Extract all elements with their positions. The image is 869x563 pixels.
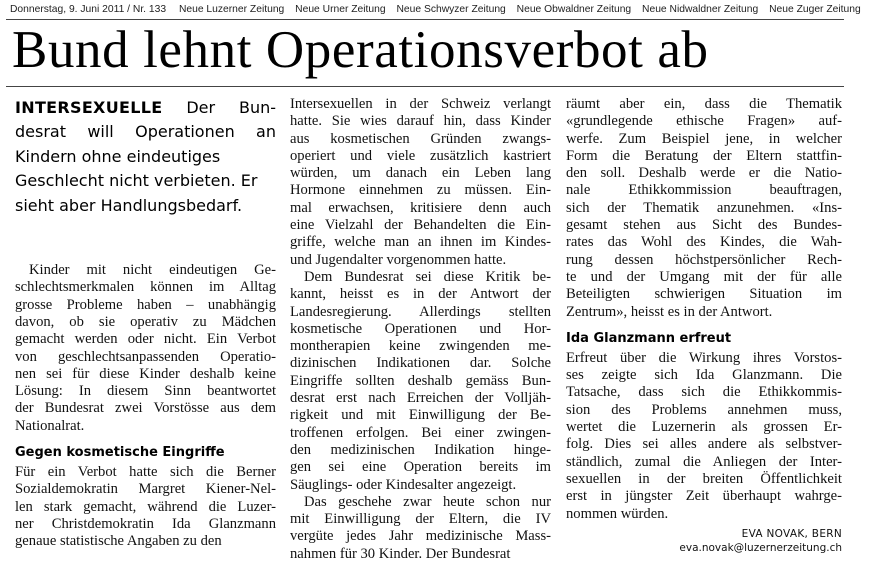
text-line: mal erwachsen, kritisiere denn auch (290, 199, 551, 216)
masthead-paper: Neue Schwyzer Zeitung (396, 4, 506, 15)
column-3 (566, 96, 842, 555)
text-line: sexuellen in der breiten Öffentlichkeit (566, 470, 842, 487)
column-2 (290, 96, 551, 563)
author-byline: EVA NOVAK, BERN (741, 527, 842, 540)
text-line: «grundlegende ethische Fragen» auf- (566, 113, 842, 130)
headline-rule (6, 86, 844, 87)
text-line: aus kosmetischen Gründen zwangs- (290, 130, 551, 147)
text-line: dizinischen Indikationen dar. Solche (290, 355, 551, 372)
text-line: mit Einwilligung der Eltern, die IV (290, 511, 551, 528)
text-line: Tatsache, dass sich die Ethikkommis- (566, 384, 842, 401)
text-line: eine Vielzahl der Behandelten die Ein- (290, 217, 551, 234)
text-line: Lösung: In diesem Sinn beantwortet (15, 383, 276, 400)
text-line: erst in jüngster Zeit überhaupt wahrge- (566, 488, 842, 505)
text-line: räumt aber ein, dass die Thematik (566, 96, 842, 112)
masthead-paper: Neue Obwaldner Zeitung (516, 4, 632, 15)
text-line: kannt, heisst es in der Antwort der (290, 286, 551, 303)
text-line: Intersexuellen in der Schweiz verlangt (290, 96, 551, 112)
headline: Bund lehnt Operationsverbot ab (12, 21, 709, 79)
text-line: nen sei für diese Kinder deshalb keine (15, 365, 276, 382)
text-line: rigkeit und mit Einwilligung der Be- (290, 407, 551, 424)
text-line: schlechtsmerkmalen können im Alltag (15, 279, 276, 296)
text-line: rates das Wohl des Kindes, die Wah- (566, 234, 842, 251)
text-line: von geschlechtsanpassenden Operatio- (15, 348, 276, 365)
body-paragraph (15, 262, 276, 435)
text-line: ner Christdemokratin Ida Glanzmann (15, 515, 276, 532)
text-line: gesamt stehen aus Sicht des Bundes- (566, 217, 842, 234)
lead-line: sieht aber Handlungsbedarf. (15, 195, 243, 215)
text-line: Hormone einnehmen zu müssen. Ein- (290, 182, 551, 199)
lead-line: Der Bun- (186, 98, 276, 117)
subhead: Ida Glanzmann erfreut (566, 330, 732, 346)
text-line: sion des Problems annehmen muss, (566, 401, 842, 418)
masthead-paper: Neue Luzerner Zeitung (178, 4, 285, 15)
text-line: gen sei eine Operation bereits im (290, 459, 551, 476)
text-line: te und der Umgang mit der für alle (566, 268, 842, 285)
lead-line: desrat will Operationen an (15, 122, 276, 142)
text-line: Sozialdemokratin Margret Kiener-Nel- (15, 481, 276, 498)
text-line: Zentrum», heisst es in der Antwort. (566, 303, 773, 320)
body-paragraph (566, 96, 842, 321)
masthead-paper: Neue Nidwaldner Zeitung (642, 4, 759, 15)
body-paragraph (290, 269, 551, 494)
masthead (10, 2, 861, 18)
text-line: davon, ob sie operativ zu Mädchen (15, 313, 276, 330)
lead (15, 96, 276, 218)
text-line: würden, um danach ein Leben lang (290, 165, 551, 182)
lead-line: Geschlecht nicht verbieten. Er (15, 171, 258, 191)
text-line: nahmen für 30 Kinder. Der Bundesrat (290, 545, 511, 562)
text-line: rung dessen höchstpersönlicher Rech- (566, 251, 842, 268)
text-line: desrat erst nach Erreichen der Volljäh- (290, 390, 551, 407)
text-line: Das geschehe zwar heute schon nur (304, 493, 551, 510)
text-line: troffenen erfolgen. Bei einer zwingen- (290, 424, 551, 441)
masthead-paper: Neue Zuger Zeitung (769, 4, 861, 15)
lead-line: Kindern ohne eindeutiges (15, 146, 221, 166)
masthead-paper: Neue Urner Zeitung (295, 4, 386, 15)
text-line: operiert und viele zusätzlich kastriert (290, 147, 551, 164)
text-line: ses zeigte sich Ida Glanzmann. Die (566, 367, 842, 384)
author-email: eva.novak@luzernerzeitung.ch (679, 541, 842, 554)
masthead-date: Donnerstag, 9. Juni 2011 / Nr. 133 (10, 4, 167, 15)
body-paragraph (15, 464, 276, 550)
subhead: Gegen kosmetische Eingriffe (15, 445, 225, 460)
text-line: werfe. Zum Beispiel jene, in welcher (566, 130, 842, 147)
text-line: Form die Beratung der Eltern stattfin- (566, 147, 842, 164)
text-line: Für ein Verbot hatte sich die Berner (15, 464, 276, 480)
text-line: Beteiligten schwierigen Situation im (566, 286, 842, 303)
text-line: den soll. Deshalb werde er die Natio- (566, 165, 842, 182)
text-line: der Bundesrat zwei Vorstösse aus dem (15, 400, 276, 417)
text-line: genaue statistische Angaben zu den (15, 533, 222, 550)
text-line: folg. Dies sei alles andere als selbstver- (566, 436, 842, 453)
text-line: Nationalrat. (15, 417, 85, 434)
text-line: Kinder mit nicht eindeutigen Ge- (29, 262, 276, 279)
text-line: gemacht werden oder nicht. Ein Verbot (15, 331, 276, 348)
body-paragraph (290, 494, 551, 563)
text-line: Dem Bundesrat sei diese Kritik be- (304, 268, 551, 285)
lead-kicker: INTERSEXUELLE (15, 98, 163, 117)
text-line: und Jugendalter vorgenommen hatte. (290, 251, 507, 268)
column-1 (15, 96, 276, 550)
text-line: griffe, welche man an ihnen im Kindes- (290, 234, 551, 251)
text-line: hatte. Sie wies darauf hin, dass Kinder (290, 113, 551, 130)
text-line: sich der Thematik anzunehmen. «Ins- (566, 199, 842, 216)
text-line: montherapien keine zwingenden me- (290, 338, 551, 355)
text-line: wertet die Luzernerin als grossen Er- (566, 419, 842, 436)
text-line: Eingriffe sollten deshalb gemäss Bun- (290, 372, 551, 389)
text-line: Säuglings- oder Kindesalter angezeigt. (290, 476, 517, 493)
text-line: kosmetische Operationen und Hor- (290, 320, 551, 337)
text-line: nale Ethikkommission beauftragen, (566, 182, 842, 199)
body-paragraph (290, 96, 551, 269)
body-paragraph (566, 350, 842, 523)
text-line: grosse Probleme haben – unabhängig (15, 296, 276, 313)
text-line: ständlich, zumal die Anliegen der Inter- (566, 453, 842, 470)
text-line: len stark gemacht, während die Luzer- (15, 498, 276, 515)
text-line: Erfreut über die Wirkung ihres Vorstos- (566, 349, 842, 366)
text-line: den medizinischen Indikation hinge- (290, 441, 551, 458)
text-line: Landesregierung. Allerdings stellten (290, 303, 551, 320)
text-line: nommen würden. (566, 505, 669, 522)
text-line: vergüte jedes Jahr medizinische Mass- (290, 528, 551, 545)
